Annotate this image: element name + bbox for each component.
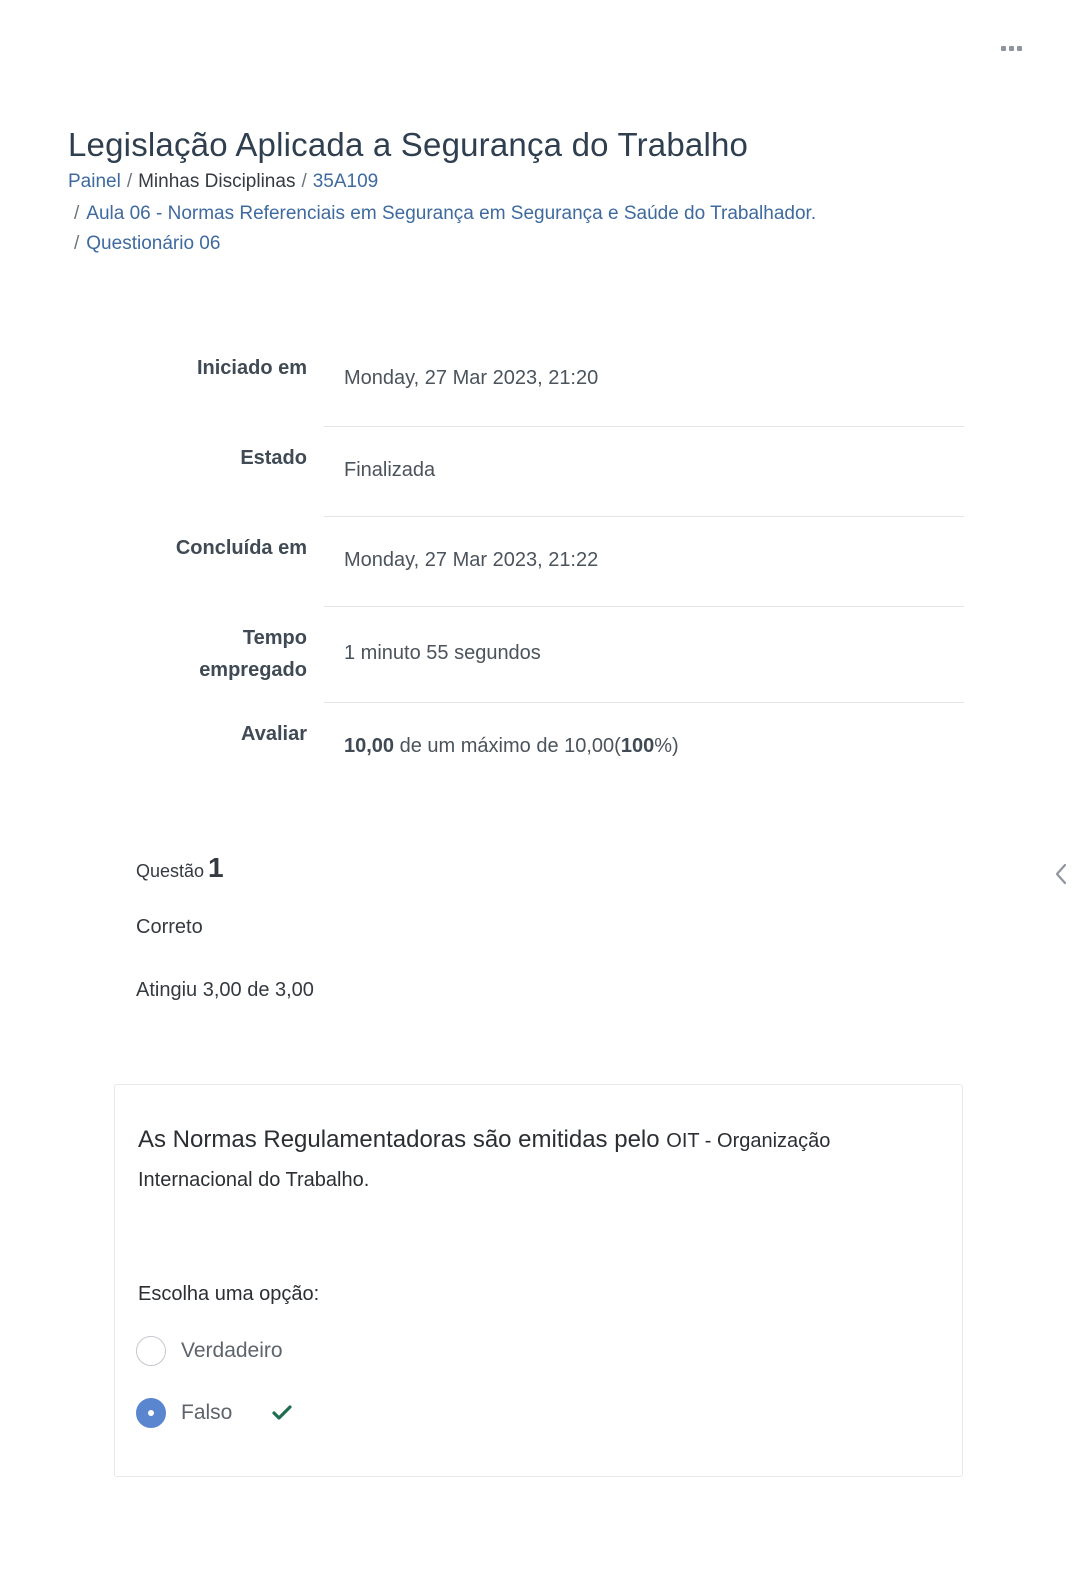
chevron-left-icon[interactable] [1052, 862, 1070, 886]
breadcrumb-separator: / [74, 203, 80, 224]
breadcrumb-separator: / [74, 233, 80, 254]
dot [1009, 46, 1014, 51]
summary-value-estado: Finalizada [344, 459, 436, 481]
score-max: de um máximo de 10,00( [394, 735, 621, 757]
breadcrumb-separator: / [126, 171, 133, 192]
divider [324, 606, 964, 607]
divider [324, 426, 964, 427]
summary-value-tempo: 1 minuto 55 segundos [344, 642, 541, 664]
breadcrumb-separator: / [301, 171, 307, 192]
breadcrumb-course[interactable]: 35A109 [312, 171, 379, 192]
option-label: Verdadeiro [181, 1339, 283, 1362]
question-text-main: As Normas Regulamentadoras são emitidas pelo [138, 1126, 667, 1153]
breadcrumb-aula[interactable]: Aula 06 - Normas Referenciais em Segurança em Segurança e Saúde do Trabalhador. [86, 203, 817, 224]
score-percent-sign: %) [654, 735, 679, 757]
score-percent: 100 [620, 735, 655, 757]
dot [1001, 46, 1006, 51]
breadcrumb-row-2 [74, 203, 816, 225]
radio-verdadeiro[interactable] [136, 1336, 166, 1366]
summary-label-tempo [199, 622, 307, 686]
summary-label-tempo-line1: Tempo [242, 627, 307, 649]
question-text [138, 1121, 938, 1199]
breadcrumb-questionario[interactable]: Questionário 06 [86, 233, 221, 254]
question-content [114, 1084, 963, 1477]
question-text-small: OIT - Organização [666, 1130, 831, 1152]
option-falso[interactable] [136, 1398, 292, 1428]
breadcrumb-row-3 [74, 233, 220, 255]
question-grade: Atingiu 3,00 de 3,00 [136, 979, 314, 1001]
divider [324, 516, 964, 517]
question-header [136, 852, 224, 884]
summary-label-tempo-line2: empregado [199, 659, 307, 681]
question-text-line2: Internacional do Trabalho. [138, 1169, 370, 1191]
breadcrumb-minhas-disciplinas: Minhas Disciplinas [138, 171, 296, 192]
question-number: 1 [208, 852, 224, 883]
summary-value-avaliar [344, 735, 679, 758]
breadcrumb-painel[interactable]: Painel [68, 171, 121, 192]
summary-label-estado: Estado [240, 447, 307, 469]
page-title: Legislação Aplicada a Segurança do Trabalho [68, 126, 749, 163]
summary-label-concluida: Concluída em [175, 537, 307, 559]
breadcrumb [68, 171, 378, 193]
summary-label-avaliar: Avaliar [241, 723, 307, 745]
summary-value-concluida: Monday, 27 Mar 2023, 21:22 [344, 549, 599, 571]
option-label: Falso [181, 1401, 233, 1424]
question-label: Questão [136, 861, 205, 881]
option-verdadeiro[interactable] [136, 1336, 283, 1366]
check-icon [272, 1405, 292, 1421]
score: 10,00 [344, 735, 395, 757]
divider [324, 702, 964, 703]
more-options-icon[interactable] [1001, 46, 1025, 54]
question-state: Correto [136, 916, 203, 938]
summary-label-iniciado: Iniciado em [196, 357, 307, 379]
radio-falso[interactable] [136, 1398, 166, 1428]
summary-value-iniciado: Monday, 27 Mar 2023, 21:20 [344, 367, 599, 389]
dot [1017, 46, 1022, 51]
question-prompt: Escolha uma opção: [138, 1283, 320, 1305]
